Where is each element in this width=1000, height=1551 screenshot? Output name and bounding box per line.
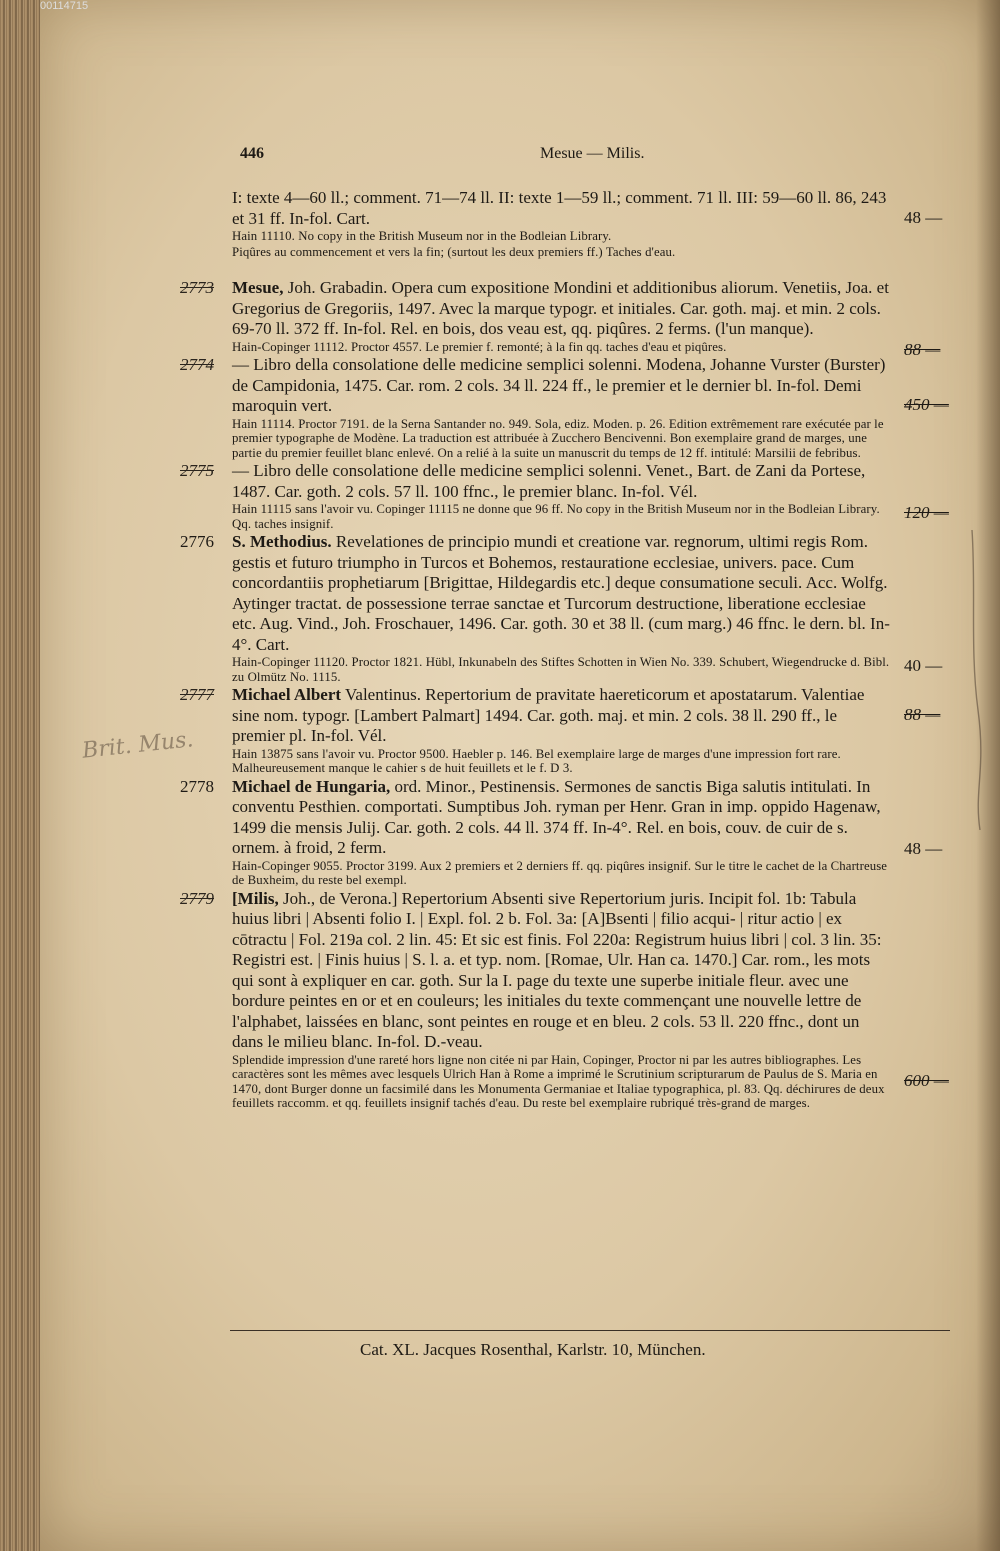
entry-note: Hain 11114. Proctor 7191. de la Serna Santander no. 949. Sola, ediz. Moden. p. 26. Edition extrêmement rare exécutée par le premier typographe de Modène. La traduction est attribuée à Zucchero Bencivenni. Bon exemplaire grand de marges, une partie du premier feuillet blanc enlevé. On a relié à la suite un manuscrit du temps de 12 ff. intitulé: Marsilii de febribus. [232,416,884,460]
entry-heading: Mesue, [232,278,284,297]
entry-note: Hain 13875 sans l'avoir vu. Proctor 9500. Haebler p. 146. Bel exemplaire large de marges d'une impression fort rare. Malheureusement manque le cahier s de huit feuillets et le f. D 3. [232,746,841,775]
entry-number: 2774 [180,355,214,374]
entry-price: 88 — [904,705,941,724]
entry-note: Hain 11115 sans l'avoir vu. Copinger 11115 ne donne que 96 ff. No copy in the British Museum nor in the Bodleian Library. Qq. taches insignif. [232,502,880,531]
entry-number: 2778 [180,776,214,796]
entry-number: 2773 [180,278,214,297]
page-footer: Cat. XL. Jacques Rosenthal, Karlstr. 10, München. [360,1340,706,1359]
entry-note: Splendide impression d'une rareté hors ligne non citée ni par Hain, Copinger, Proctor ni par les autres bibliographes. Les caractères sont les mêmes avec lesquels Ulrich Han à Rome a imprimé le Scrutinium scripturarum de Paulus de S. Maria en 1470, dont Burger donne un facsimilé dans les Monumenta Germaniae et Italiae typographica, pl. 83. Qq. déchirures de deux feuillets raccomm. et qq. feuillets insignif tachés d'eau. Du reste bel exemplaire rubriqué très-grand de marges. [232,1052,885,1110]
catalog-entry [180,532,943,684]
page-number: 446 [240,145,264,162]
entry-description: Joh. Grabadin. Opera cum expositione Mondini et additionibus aliorum. Venetiis, Joa. et Gregorius de Gregoriis, 1497. Avec la marque typogr. et initiales. Car. goth. maj. et min. 2 cols. 69-70 ll. 372 ff. In-fol. Rel. en bois, dos veau est, qq. piqûres. 2 ferms. (l'un manque). [232,278,889,338]
footer-rule [230,1330,950,1331]
catalog-body [80,188,949,1112]
entry-number: 2777 [180,685,214,704]
catalog-entry [232,188,943,278]
entry-price: 450 — [904,395,949,414]
entry-description: Joh., de Verona.] Repertorium Absenti sive Repertorium juris. Incipit fol. 1b: Tabula huius libri | Absenti folio I. | Expl. fol. 2 b. Fol. 3a: [A]Bsenti | filio acqui- | ritur actio | ex cōtractu | Fol. 219a col. 2 lin. 45: Et sic est finis. Fol 220a: Registrum huius libri | col. 3 lin. 35: Registri est. | Finis huius | S. l. a. et typ. nom. [Romae, Ulr. Han ca. 1470.] Car. rom., les mots qui sont à expliquer en car. goth. Sur la I. page du texte une superbe initiale fleur. avec une bordure peintes en or et en couleurs; les initiales du texte commençant une nouvelle lettre de l'alphabet, laissées en blanc, sont peintes en rouge et en bleu. 2 cols. 53 ll. 220 ffnc., dont un dans le milieu blanc. In-fol. D.-veau. [232,888,882,1051]
entry-number: 2779 [180,888,214,908]
catalog-entry [180,888,949,1111]
catalog-entry [180,461,949,531]
entry-description: Revelationes de principio mundi et creatione var. regnorum, ultimi regis Rom. gestis et futuro triumpho in Turcos et Bohemos, restauratione ecclesiae, univers. pace. Cum concordantiis prophetiarum [Brigittae, Hildegardis etc.] deque consumatione seculi. Acc. Wolfg. Aytinger tractat. de possessione terrae sanctae et Turcorum destructione, liberatione ecclesiae etc. Aug. Vind., Joh. Froschauer, 1496. Car. goth. 30 et 38 ll. (cum marg.) 46 ffnc. le dern. bl. In-4°. Cart. [232,532,890,654]
entry-heading: S. Methodius. [232,532,332,551]
entry-price: 600 — [904,1070,949,1090]
catalog-entry [180,685,941,776]
entry-number: 2775 [180,461,214,480]
handwritten-margin-annotation: Brit. Mus. [80,727,195,764]
entry-description: I: texte 4—60 ll.; comment. 71—74 ll. II: texte 1—59 ll.; comment. 71 ll. III: 59—60 ll. 86, 243 et 31 ff. In-fol. Cart. [232,188,887,228]
entry-note: Hain-Copinger 9055. Proctor 3199. Aux 2 premiers et 2 derniers ff. qq. piqûres insignif. Sur le titre le cachet de la Chartreuse de Buxheim, du reste bel exempl. [232,858,888,887]
entry-price: 88 — [904,340,941,359]
entry-price: 48 — [904,208,943,227]
margin-pencil-marks [966,530,988,830]
entry-description: ord. Minor., Pestinensis. Sermones de sanctis Biga salutis intitulati. In conventu Pesthien. comportati. Sumptibus Joh. ryman per Henr. Gran in imp. oppido Hagenaw, 1499 die mensis Julij. Car. goth. 2 cols. 44 ll. 374 ff. In-4°. Rel. en bois, couv. de cuir de s. ornem. à froid, 2 ferm. [232,776,881,857]
entry-note: Hain-Copinger 11120. Proctor 1821. Hübl, Inkunabeln des Stiftes Schotten in Wien No. 339. Schubert, Wiegendrucke d. Bibl. zu Olmütz No. 1115. [232,655,890,684]
entry-note: Piqûres au commencement et vers la fin; (surtout les deux premiers ff.) Taches d'eau. [232,244,676,259]
entry-heading: [Milis, [232,888,279,908]
entry-price: 48 — [904,838,943,858]
entry-description: — Libro della consolatione delle medicine semplici solenni. Modena, Johanne Vurster (Burster) de Campidonia, 1475. Car. rom. 2 cols. 34 ll. 224 ff., le premier et le dernier bl. In-fol. Demi maroquin vert. [232,355,886,415]
entry-price: 120 — [904,503,949,522]
entry-note: Hain 11110. No copy in the British Museum nor in the Bodleian Library. [232,229,612,243]
entry-description: Valentinus. Repertorium de pravitate haereticorum et apostatarum. Valentiae sine nom. typogr. [Lambert Palmart] 1494. Car. goth. maj. et min. 2 cols. 38 ll. 290 ff., le premier pl. In-fol. Vél. [232,685,865,745]
running-title: Mesue — Milis. [540,145,645,162]
entry-number: 2776 [180,532,214,551]
entry-note: Hain-Copinger 11112. Proctor 4557. Le premier f. remonté; à la fin qq. taches d'eau et piqûres. [232,339,727,354]
corner-mark: 00114715 [40,0,89,12]
entry-price: 40 — [904,656,943,675]
catalog-entry [180,776,943,888]
entry-heading: Michael de Hungaria, [232,776,391,796]
entry-description: — Libro delle consolatione delle medicine semplici solenni. Venet., Bart. de Zani da Portese, 1487. Car. goth. 2 cols. 57 ll. 100 ffnc., le premier blanc. In-fol. Vél. [232,461,866,501]
catalog-entry [180,278,941,359]
entry-heading: Michael Albert [232,685,342,704]
catalog-entry [180,355,949,460]
